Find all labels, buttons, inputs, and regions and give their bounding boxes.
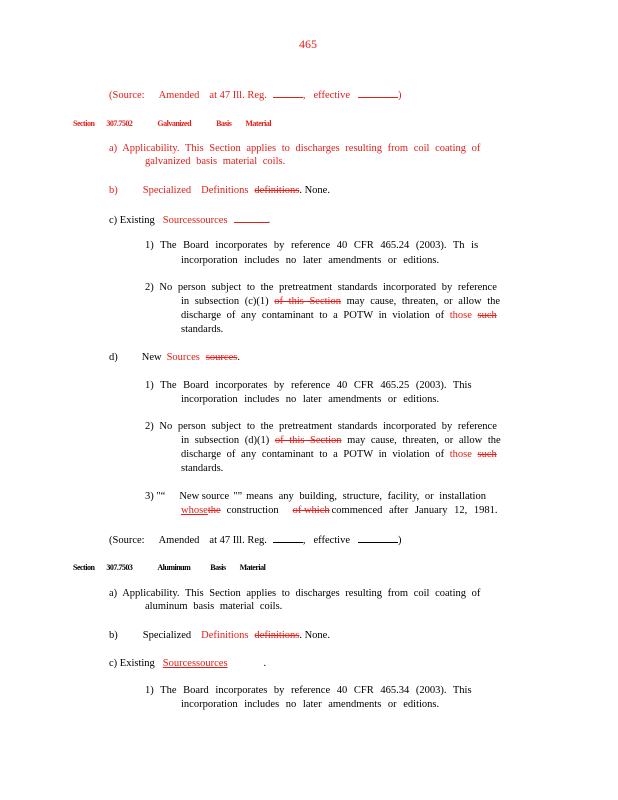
s2-a-line1: a) Applicability. This Section applies to discharges resulting from coil coating of xyxy=(109,143,481,154)
s2-c1-line1: 1) The Board incorporates by reference 40 CFR 465.24 (2003). Th is xyxy=(145,240,479,251)
s2-c: c) Existing Sourcessources . xyxy=(109,215,271,226)
s2-b: b) Specialized Definitions definitions. None. xyxy=(109,185,330,196)
s3-c1-line2: incorporation includes no later amendments or editions. xyxy=(181,699,440,710)
page-number: 465 xyxy=(299,37,317,51)
source-note-2: (Source: Amended at 47 Ill. Reg. , effective ) xyxy=(109,535,402,546)
s2-a-line2: galvanized basis material coils. xyxy=(145,156,286,167)
s3-a-line2: aluminum basis material coils. xyxy=(145,601,283,612)
s2-d1-line1: 1) The Board incorporates by reference 40 CFR 465.25 (2003). This xyxy=(145,380,472,391)
s2-c1-line2: incorporation includes no later amendments or editions. xyxy=(181,255,440,266)
s3-c: c) Existing Sourcessources . xyxy=(109,658,267,669)
s2-d2-line2: in subsection (d)(1) of this Section may cause, threaten, or allow the xyxy=(181,435,501,446)
s2-d1-line2: incorporation includes no later amendments or editions. xyxy=(181,394,440,405)
s3-c1-line1: 1) The Board incorporates by reference 40 CFR 465.34 (2003). This xyxy=(145,685,472,696)
s3-a-line1: a) Applicability. This Section applies to discharges resulting from coil coating of xyxy=(109,588,481,599)
s2-d2-line4: standards. xyxy=(181,463,224,474)
s2-c2-line3: discharge of any contaminant to a POTW in violation of those such xyxy=(181,310,497,321)
source-note-1: (Source: Amended at 47 Ill. Reg. , effective ) xyxy=(109,90,402,101)
s2-c2-line1: 2) No person subject to the pretreatment standards incorporated by reference xyxy=(145,282,497,293)
s2-c2-line4: standards. xyxy=(181,324,224,335)
s2-d2-line1: 2) No person subject to the pretreatment standards incorporated by reference xyxy=(145,421,497,432)
s2-d: d) New Sources sources. xyxy=(109,352,240,363)
s2-d3-line1: 3) "“ New source "” means any building, structure, facility, or installation xyxy=(145,491,486,502)
section-heading-7503: Section 307.7503 Aluminum Basis Material xyxy=(73,563,266,572)
s2-d2-line3: discharge of any contaminant to a POTW in violation of those such xyxy=(181,449,497,460)
section-heading-7502: Section 307.7502 Galvanized Basis Material xyxy=(73,119,272,128)
s2-c2-line2: in subsection (c)(1) of this Section may cause, threaten, or allow the xyxy=(181,296,501,307)
s2-d3-line2: whosethe construction of which commenced after January 12, 1981. xyxy=(181,505,498,516)
s3-b: b) Specialized Definitions definitions. None. xyxy=(109,630,330,641)
